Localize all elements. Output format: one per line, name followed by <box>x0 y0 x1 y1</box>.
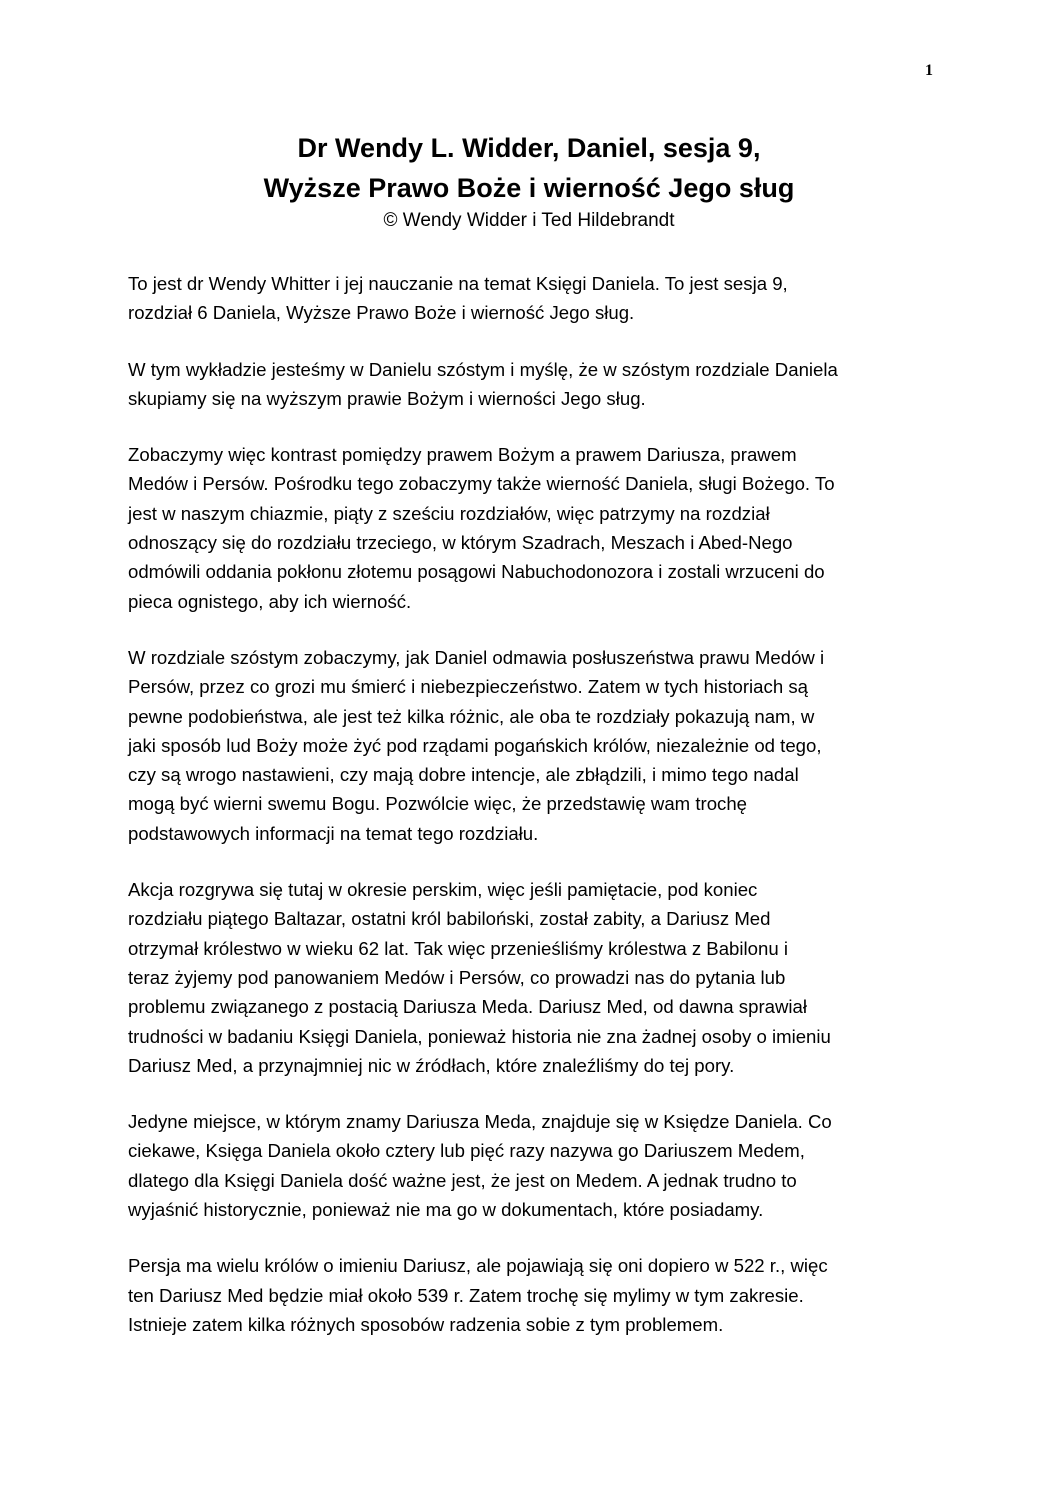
text-line: wyjaśnić historycznie, ponieważ nie ma go w dokumentach, które posiadamy. <box>128 1199 764 1221</box>
text-line: Zobaczymy więc kontrast pomiędzy prawem Bożym a prawem Dariusza, prawem <box>128 444 797 466</box>
text-line: W tym wykładzie jesteśmy w Danielu szóstym i myślę, że w szóstym rozdziale Daniela <box>128 358 838 380</box>
text-line: Istnieje zatem kilka różnych sposobów radzenia sobie z tym problemem. <box>128 1313 724 1335</box>
text-line: rozdział 6 Daniela, Wyższe Prawo Boże i wierność Jego sług. <box>128 302 635 324</box>
paragraph <box>128 643 930 848</box>
text-line: otrzymał królestwo w wieku 62 lat. Tak więc przenieśliśmy królestwa z Babilonu i <box>128 937 788 959</box>
document-header <box>0 128 1058 234</box>
paragraph <box>128 1107 930 1224</box>
text-line: problemu związanego z postacią Dariusza Meda. Dariusz Med, od dawna sprawiał <box>128 996 808 1018</box>
text-line: dlatego dla Księgi Daniela dość ważne jest, że jest on Medem. A jednak trudno to <box>128 1169 797 1191</box>
text-line: Persja ma wielu królów o imieniu Dariusz, ale pojawiają się oni dopiero w 522 r., więc <box>128 1255 828 1277</box>
text-line: pewne podobieństwa, ale jest też kilka różnic, ale oba te rozdziały pokazują nam, w <box>128 705 815 727</box>
text-line: ten Dariusz Med będzie miał około 539 r. Zatem trochę się mylimy w tym zakresie. <box>128 1284 804 1306</box>
text-line: odnoszący się do rozdziału trzeciego, w którym Szadrach, Meszach i Abed-Nego <box>128 532 793 554</box>
page-number: 1 <box>925 62 933 79</box>
text-line: Dariusz Med, a przynajmniej nic w źródłach, które znaleźliśmy do tej pory. <box>128 1054 735 1076</box>
paragraph <box>128 440 930 616</box>
text-line: pieca ognistego, aby ich wierność. <box>128 590 412 612</box>
copyright-line: © Wendy Widder i Ted Hildebrandt <box>383 210 675 231</box>
text-line: teraz żyjemy pod panowaniem Medów i Persów, co prowadzi nas do pytania lub <box>128 966 786 988</box>
text-line: Akcja rozgrywa się tutaj w okresie perskim, więc jeśli pamiętacie, pod koniec <box>128 879 758 901</box>
document-body <box>128 269 930 1366</box>
text-line: Persów, przez co grozi mu śmierć i niebezpieczeństwo. Zatem w tych historiach są <box>128 676 808 698</box>
text-line: jest w naszym chiazmie, piąty z sześciu rozdziałów, więc patrzymy na rozdział <box>128 502 770 524</box>
paragraph <box>128 269 930 328</box>
text-line: czy są wrogo nastawieni, czy mają dobre intencje, ale zbłądzili, i mimo tego nadal <box>128 764 799 786</box>
text-line: rozdziału piątego Baltazar, ostatni król babiloński, został zabity, a Dariusz Med <box>128 908 771 930</box>
paragraph <box>128 875 930 1080</box>
text-line: ciekawe, Księga Daniela około cztery lub pięć razy nazywa go Dariuszem Medem, <box>128 1140 805 1162</box>
text-line: trudności w badaniu Księgi Daniela, ponieważ historia nie zna żadnej osoby o imieniu <box>128 1025 831 1047</box>
text-line: mogą być wierni swemu Bogu. Pozwólcie więc, że przedstawię wam trochę <box>128 793 748 815</box>
text-line: To jest dr Wendy Whitter i jej nauczanie na temat Księgi Daniela. To jest sesja 9, <box>128 273 788 294</box>
text-line: skupiamy się na wyższym prawie Bożym i wierności Jego sług. <box>128 387 646 409</box>
document-title-line-1: Dr Wendy L. Widder, Daniel, sesja 9, <box>297 133 761 163</box>
text-line: Medów i Persów. Pośrodku tego zobaczymy także wierność Daniela, sługi Bożego. To <box>128 473 835 495</box>
text-line: jaki sposób lud Boży może żyć pod rządami pogańskich królów, niezależnie od tego, <box>128 734 822 756</box>
paragraph <box>128 1251 930 1339</box>
document-title-line-2: Wyższe Prawo Boże i wierność Jego sług <box>263 173 795 203</box>
text-line: Jedyne miejsce, w którym znamy Dariusza Meda, znajduje się w Księdze Daniela. Co <box>128 1111 832 1133</box>
text-line: W rozdziale szóstym zobaczymy, jak Daniel odmawia posłuszeństwa prawu Medów i <box>128 646 825 668</box>
text-line: odmówili oddania pokłonu złotemu posągowi Nabuchodonozora i zostali wrzuceni do <box>128 561 825 583</box>
paragraph <box>128 355 930 414</box>
text-line: podstawowych informacji na temat tego rozdziału. <box>128 822 539 844</box>
